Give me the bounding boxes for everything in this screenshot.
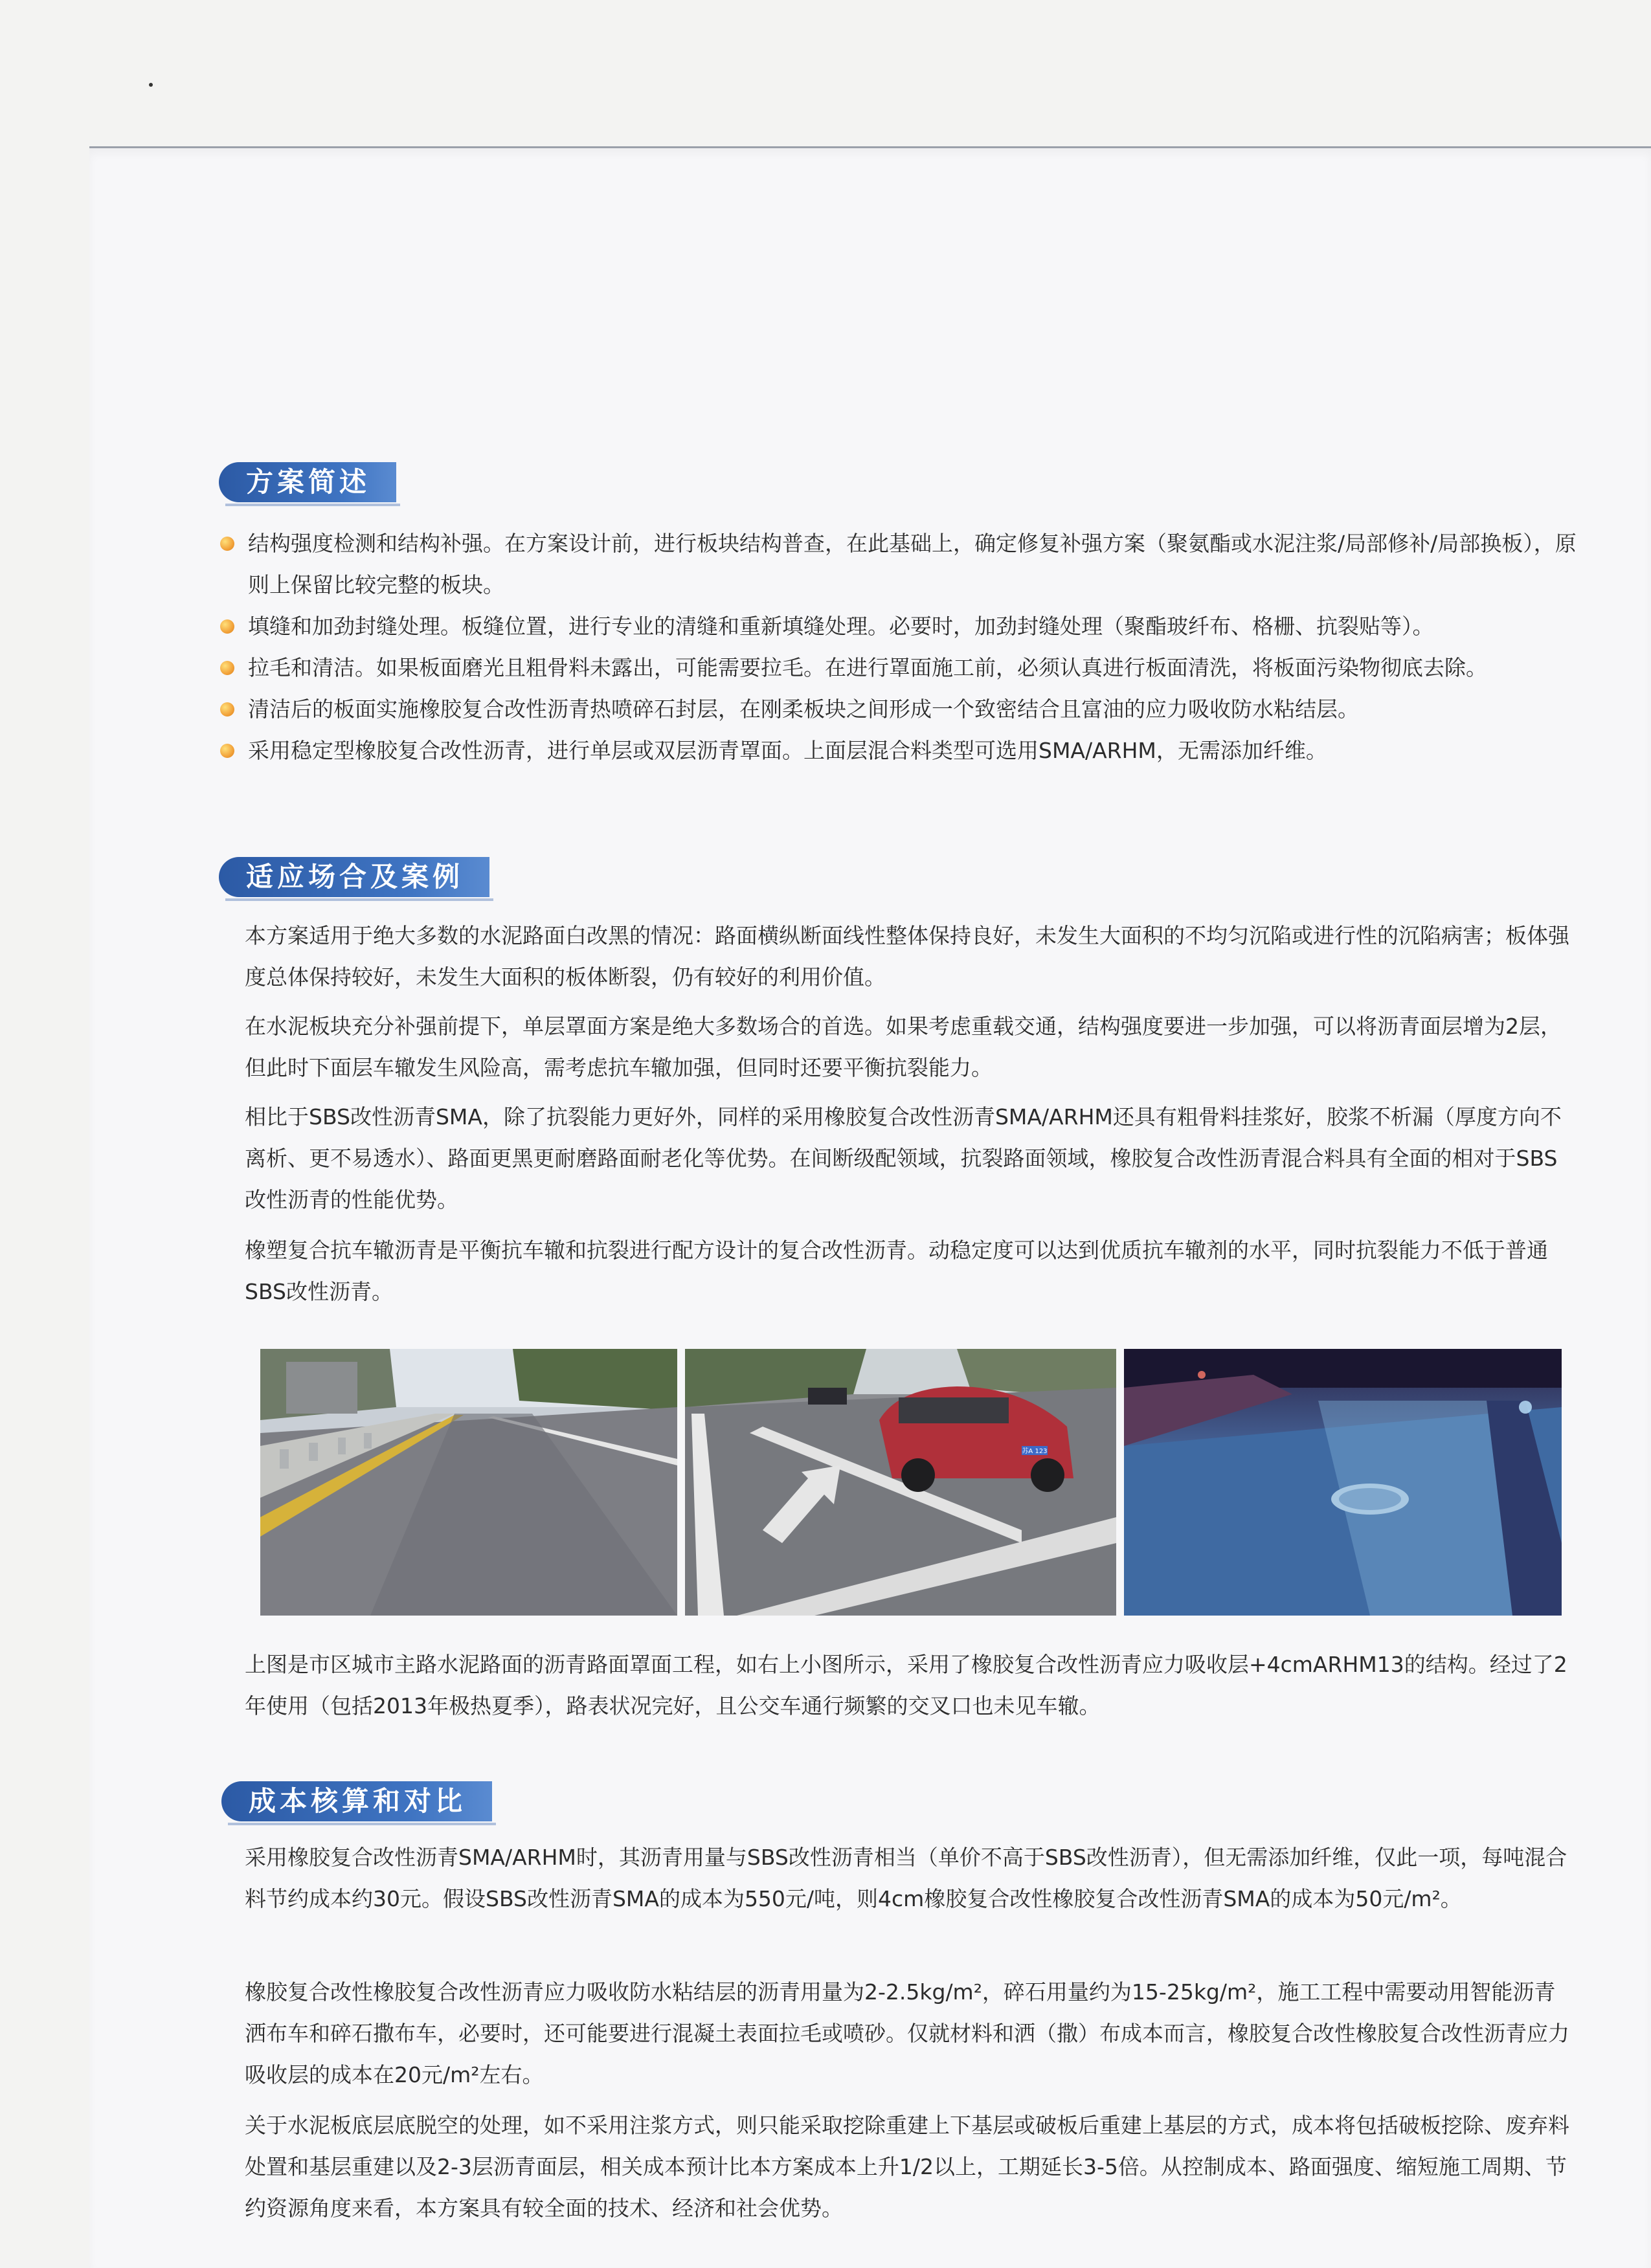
orange-bullet-icon xyxy=(220,661,234,675)
case-caption: 上图是市区城市主路水泥路面的沥青路面罩面工程，如右上小图所示，采用了橡胶复合改性沥青应力吸收层+4cmARHM13的结构。经过了2年使用（包括2013年极热夏季），路表状况完好，且公交车通行频繁的交叉口也未见车辙。 xyxy=(245,1652,1567,1718)
orange-bullet-icon xyxy=(220,537,234,551)
orange-bullet-icon xyxy=(220,619,234,634)
applications-paragraph-4: 橡塑复合抗车辙沥青是平衡抗车辙和抗裂进行配方设计的复合改性沥青。动稳定度可以达到优质抗车辙剂的水平，同时抗裂能力不低于普通SBS改性沥青。 xyxy=(245,1238,1548,1304)
scan-speck xyxy=(149,83,153,87)
license-plate-text: 苏A 123 xyxy=(1022,1448,1048,1455)
night-paving-photo xyxy=(1124,1349,1562,1616)
list-item xyxy=(223,647,1596,689)
section-heading-cost-comparison: 成本核算和对比 xyxy=(221,1781,492,1821)
cost-paragraph-2: 橡胶复合改性橡胶复合改性沥青应力吸收防水粘结层的沥青用量为2-2.5kg/m²，碎石用量约为15-25kg/m²，施工工程中需要动用智能沥青洒布车和碎石撒布车，必要时，还可能要进行混凝土表面拉毛或喷砂。仅就材料和洒（撒）布成本而言，橡胶复合改性橡胶复合改性沥青应力吸收层的成本在20元/m²左右。 xyxy=(245,1979,1569,2087)
applications-paragraph-3: 相比于SBS改性沥青SMA，除了抗裂能力更好外，同样的采用橡胶复合改性沥青SMA/ARHM还具有粗骨料挂浆好，胶浆不析漏（厚度方向不离析、更不易透水）、路面更黑更耐磨路面耐老化等优势。在间断级配领域，抗裂路面领域，橡胶复合改性沥青混合料具有全面的相对于SBS改性沥青的性能优势。 xyxy=(245,1104,1562,1212)
bullet-text: 采用稳定型橡胶复合改性沥青，进行单层或双层沥青罩面。上面层混合料类型可选用SMA/ARHM，无需添加纤维。 xyxy=(248,738,1327,763)
solution-bullet-list xyxy=(223,523,1596,772)
cost-paragraph-1: 采用橡胶复合改性沥青SMA/ARHM时，其沥青用量与SBS改性沥青相当（单价不高于SBS改性沥青），但无需添加纤维，仅此一项，每吨混合料节约成本约30元。假设SBS改性沥青SMA的成本为550元/吨，则4cm橡胶复合改性橡胶复合改性沥青SMA的成本为50元/m²。 xyxy=(245,1845,1567,1911)
cost-paragraph-3: 关于水泥板底层底脱空的处理，如不采用注浆方式，则只能采取挖除重建上下基层或破板后重建上基层的方式，成本将包括破板挖除、废弃料处置和基层重建以及2-3层沥青面层，相关成本预计比本方案成本上升1/2以上，工期延长3-5倍。从控制成本、路面强度、缩短施工周期、节约资源角度来看，本方案具有较全面的技术、经济和社会优势。 xyxy=(245,2113,1569,2221)
orange-bullet-icon xyxy=(220,702,234,717)
applications-paragraph-2: 在水泥板块充分补强前提下，单层罩面方案是绝大多数场合的首选。如果考虑重载交通，结构强度要进一步加强，可以将沥青面层增为2层，但此时下面层车辙发生风险高，需考虑抗车辙加强，但同时还要平衡抗裂能力。 xyxy=(245,1014,1562,1080)
bullet-text: 填缝和加劲封缝处理。板缝位置，进行专业的清缝和重新填缝处理。必要时，加劲封缝处理（聚酯玻纤布、格栅、抗裂贴等）。 xyxy=(248,614,1434,639)
list-item xyxy=(223,606,1596,647)
section-heading-solution-overview: 方案简述 xyxy=(219,462,396,502)
list-item xyxy=(223,689,1596,730)
orange-bullet-icon xyxy=(220,744,234,758)
road-with-red-car-photo xyxy=(685,1349,1116,1616)
bullet-text: 结构强度检测和结构补强。在方案设计前，进行板块结构普查，在此基础上，确定修复补强方案（聚氨酯或水泥注浆/局部修补/局部换板），原则上保留比较完整的板块。 xyxy=(248,531,1577,597)
list-item xyxy=(223,730,1596,772)
case-photo-strip xyxy=(260,1349,1562,1616)
urban-road-photo xyxy=(260,1349,677,1616)
section-heading-applications: 适应场合及案例 xyxy=(219,857,489,897)
bullet-text: 清洁后的板面实施橡胶复合改性沥青热喷碎石封层，在刚柔板块之间形成一个致密结合且富油的应力吸收防水粘结层。 xyxy=(248,696,1359,722)
list-item xyxy=(223,523,1596,606)
applications-paragraph-1: 本方案适用于绝大多数的水泥路面白改黑的情况：路面横纵断面线性整体保持良好，未发生大面积的不均匀沉陷或进行性的沉陷病害；板体强度总体保持较好，未发生大面积的板体断裂，仍有较好的利用价值。 xyxy=(245,923,1569,990)
bullet-text: 拉毛和清洁。如果板面磨光且粗骨料未露出，可能需要拉毛。在进行罩面施工前，必须认真进行板面清洗，将板面污染物彻底去除。 xyxy=(248,655,1487,680)
